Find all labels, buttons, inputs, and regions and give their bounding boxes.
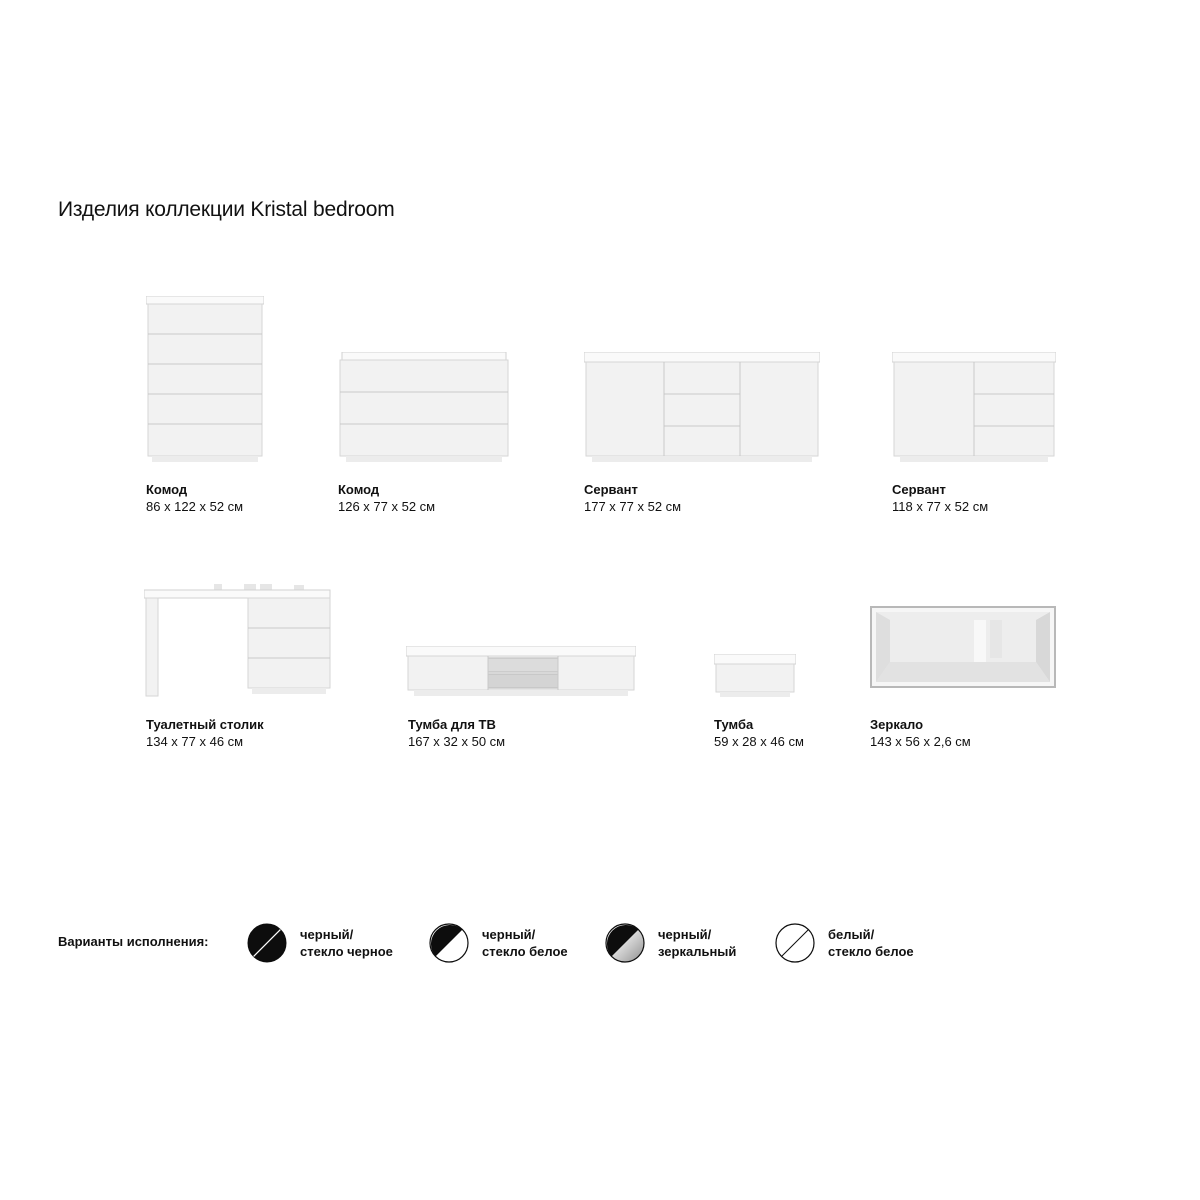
page-title: Изделия коллекции Kristal bedroom [58, 198, 395, 221]
product-name: Сервант [892, 482, 946, 497]
product-name: Зеркало [870, 717, 924, 732]
wide-chest-of-drawers-icon [338, 352, 510, 464]
product-dimensions: 143 x 56 x 2,6 см [870, 734, 971, 749]
variant-line2: стекло белое [482, 944, 568, 959]
black-black-swatch-icon [246, 922, 288, 964]
product-name: Туалетный столик [146, 717, 264, 732]
product-dimensions: 118 x 77 x 52 см [892, 499, 989, 514]
variant-line2: стекло черное [300, 944, 393, 959]
product-name: Комод [338, 482, 380, 497]
variant-line1: черный/ [658, 927, 712, 942]
variants-label: Варианты исполнения: [58, 934, 209, 949]
dressing-table-icon [144, 584, 334, 698]
mirror-icon [870, 606, 1056, 688]
variant-line1: черный/ [300, 927, 354, 942]
variant-line1: черный/ [482, 927, 536, 942]
tall-chest-of-drawers-icon [146, 296, 264, 464]
product-name: Тумба для ТВ [408, 717, 496, 732]
product-name: Комод [146, 482, 188, 497]
black-mirror-swatch-icon [604, 922, 646, 964]
variant-line2: зеркальный [658, 944, 737, 959]
product-name: Тумба [714, 717, 754, 732]
small-sideboard-icon [892, 352, 1056, 464]
product-dimensions: 86 x 122 x 52 см [146, 499, 244, 514]
variant-line1: белый/ [828, 927, 875, 942]
product-dimensions: 177 x 77 x 52 см [584, 499, 682, 514]
product-name: Сервант [584, 482, 638, 497]
product-dimensions: 59 x 28 x 46 см [714, 734, 804, 749]
variant-line2: стекло белое [828, 944, 914, 959]
black-white-swatch-icon [428, 922, 470, 964]
nightstand-icon [714, 654, 796, 698]
product-dimensions: 134 x 77 x 46 см [146, 734, 244, 749]
white-white-swatch-icon [774, 922, 816, 964]
product-dimensions: 167 x 32 x 50 см [408, 734, 506, 749]
large-sideboard-icon [584, 352, 820, 464]
tv-stand-icon [406, 646, 636, 698]
product-dimensions: 126 x 77 x 52 см [338, 499, 436, 514]
